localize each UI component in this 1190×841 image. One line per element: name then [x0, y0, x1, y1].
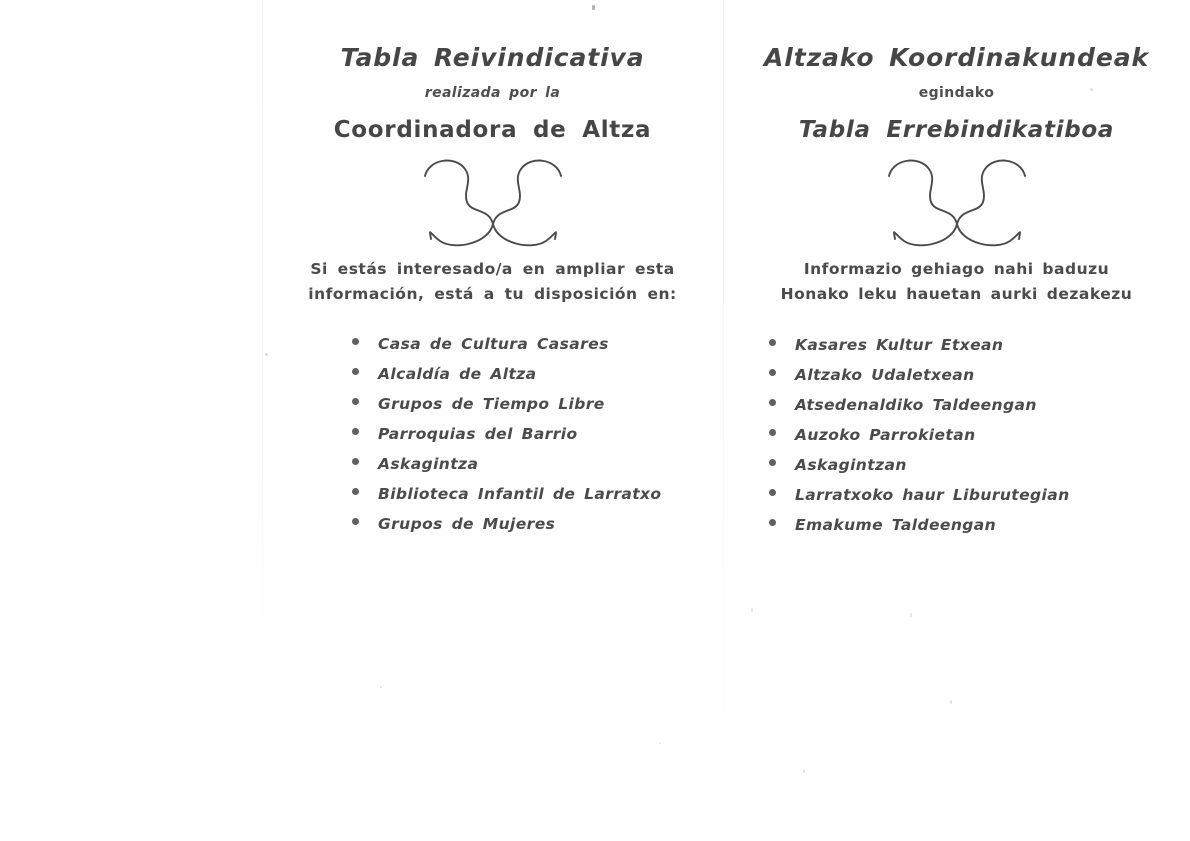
- list-item: [352, 359, 723, 389]
- bullet-icon: [769, 399, 776, 406]
- bullet-icon: [352, 488, 359, 495]
- list-item-label: Altzako Udaletxean: [795, 366, 975, 385]
- bullet-icon: [769, 459, 776, 466]
- bullet-icon: [352, 458, 359, 465]
- basque-venue-list: [723, 330, 1190, 540]
- list-item-label: Grupos de Tiempo Libre: [378, 395, 605, 414]
- list-item-label: Kasares Kultur Etxean: [795, 336, 1004, 355]
- list-item: [769, 510, 1190, 540]
- spanish-title-main: Tabla Reivindicativa: [340, 43, 645, 72]
- basque-title-block: [723, 0, 1190, 143]
- basque-intro-text: [723, 257, 1190, 307]
- list-item: [352, 389, 723, 419]
- basque-title-sub: Tabla Errebindikatiboa: [798, 116, 1115, 143]
- spanish-intro-text: [262, 257, 723, 307]
- list-item-label: Emakume Taldeengan: [795, 516, 997, 535]
- basque-intro-line-1: Informazio gehiago nahi baduzu: [803, 260, 1110, 279]
- basque-title-mid: egindako: [918, 84, 995, 101]
- list-item: [352, 419, 723, 449]
- list-item: [352, 509, 723, 539]
- coordinadora-flourish-logo: [409, 151, 577, 257]
- spanish-title-sub: Coordinadora de Altza: [333, 116, 652, 143]
- list-item-label: Askagintzan: [795, 456, 907, 475]
- bullet-icon: [352, 398, 359, 405]
- bullet-icon: [769, 429, 776, 436]
- list-item: [769, 360, 1190, 390]
- spanish-title-mid: realizada por la: [424, 84, 561, 101]
- basque-column: [723, 0, 1190, 841]
- spanish-title-block: [262, 0, 723, 143]
- list-item: [769, 450, 1190, 480]
- bullet-icon: [769, 489, 776, 496]
- bullet-icon: [352, 368, 359, 375]
- list-item: [352, 329, 723, 359]
- basque-intro-line-2: Honako leku hauetan aurki dezakezu: [780, 285, 1133, 304]
- list-item: [769, 330, 1190, 360]
- list-item-label: Auzoko Parrokietan: [795, 426, 976, 445]
- list-item-label: Biblioteca Infantil de Larratxo: [378, 485, 662, 504]
- list-item-label: Alcaldía de Altza: [378, 365, 537, 384]
- bullet-icon: [769, 339, 776, 346]
- coordinadora-flourish-logo: [873, 151, 1041, 257]
- bullet-icon: [769, 369, 776, 376]
- list-item: [352, 449, 723, 479]
- list-item-label: Askagintza: [378, 455, 479, 474]
- basque-title-main: Altzako Koordinakundeak: [764, 43, 1149, 72]
- spanish-intro-line-2: información, está a tu disposición en:: [308, 285, 677, 304]
- spanish-intro-line-1: Si estás interesado/a en ampliar esta: [310, 260, 675, 279]
- list-item-label: Atsedenaldiko Taldeengan: [795, 396, 1037, 415]
- bullet-icon: [352, 428, 359, 435]
- list-item-label: Parroquias del Barrio: [378, 425, 578, 444]
- bullet-icon: [352, 518, 359, 525]
- bullet-icon: [769, 519, 776, 526]
- list-item: [352, 479, 723, 509]
- list-item-label: Casa de Cultura Casares: [378, 335, 609, 354]
- list-item: [769, 390, 1190, 420]
- list-item-label: Grupos de Mujeres: [378, 515, 556, 534]
- spanish-venue-list: [262, 329, 723, 539]
- list-item: [769, 420, 1190, 450]
- list-item-label: Larratxoko haur Liburutegian: [795, 486, 1070, 505]
- bullet-icon: [352, 338, 359, 345]
- list-item: [769, 480, 1190, 510]
